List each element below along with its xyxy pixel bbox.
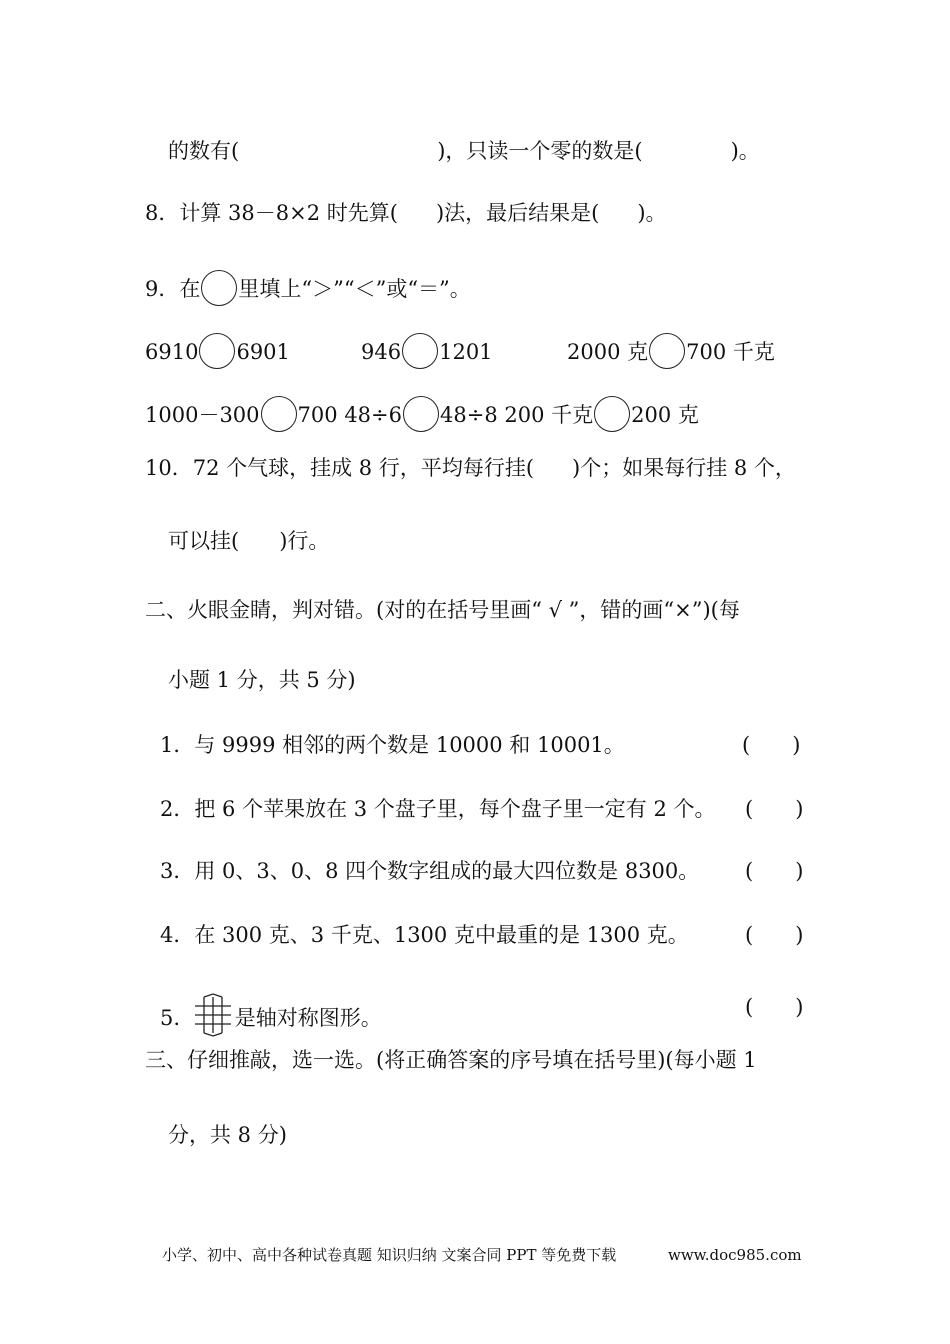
question-10: 10．72 个气球，挂成 8 行，平均每行挂( )个；如果每行挂 8 个， xyxy=(145,456,796,480)
answer-paren[interactable]: ( ) xyxy=(745,995,804,1019)
answer-paren[interactable]: ( ) xyxy=(745,797,804,821)
compare-circle-input[interactable] xyxy=(261,396,297,432)
judge-item-3: 3．用 0、3、0、8 四个数字组成的最大四位数是 8300。 xyxy=(160,859,700,883)
compare-item: 946 1201 xyxy=(361,333,493,369)
section-3-heading-continuation: 分，共 8 分) xyxy=(168,1123,287,1147)
footer-link[interactable]: www.doc985.com xyxy=(668,1246,802,1264)
compare-circle-input[interactable] xyxy=(403,396,439,432)
judge-item-2: 2．把 6 个苹果放在 3 个盘子里，每个盘子里一定有 2 个。 xyxy=(160,797,716,821)
question-8: 8．计算 38－8×2 时先算( )法，最后结果是( )。 xyxy=(145,201,667,225)
compare-item: 2000 克 700 千克 xyxy=(567,333,775,369)
question-10-continuation: 可以挂( )行。 xyxy=(168,529,330,553)
judge-item-5: 5. 是轴对称图形。 xyxy=(160,993,382,1037)
compare-circle-input[interactable] xyxy=(649,333,685,369)
question-9: 9．在 里填上“＞”“＜”或“＝”。 xyxy=(145,270,471,306)
section-2-heading: 二、火眼金睛，判对错。(对的在括号里画“ √ ”，错的画“×”)(每 xyxy=(145,598,740,622)
q7-continuation: 的数有( )，只读一个零的数是( )。 xyxy=(168,139,760,163)
section-2-heading-continuation: 小题 1 分，共 5 分) xyxy=(168,668,356,692)
footer-text: 小学、初中、高中各种试卷真题 知识归纳 文案合同 PPT 等免费下载 xyxy=(162,1246,617,1264)
compare-circle-input[interactable] xyxy=(199,333,235,369)
compare-row-2: 1000－300 700 48÷6 48÷8 200 千克 200 克 xyxy=(145,396,699,432)
answer-paren[interactable]: ( ) xyxy=(745,859,804,883)
compare-circle-input[interactable] xyxy=(402,333,438,369)
compare-circle-example xyxy=(201,270,237,306)
compare-circle-input[interactable] xyxy=(594,396,630,432)
compare-item: 6910 6901 xyxy=(145,333,290,369)
section-3-heading: 三、仔细推敲，选一选。(将正确答案的序号填在括号里)(每小题 1 xyxy=(145,1048,757,1072)
judge-item-4: 4．在 300 克、3 千克、1300 克中最重的是 1300 克。 xyxy=(160,923,689,947)
answer-paren[interactable]: ( ) xyxy=(745,923,804,947)
judge-item-1: 1．与 9999 相邻的两个数是 10000 和 10001。 xyxy=(160,733,625,757)
lattice-figure-icon xyxy=(191,993,235,1037)
answer-paren[interactable]: ( ) xyxy=(742,733,801,757)
